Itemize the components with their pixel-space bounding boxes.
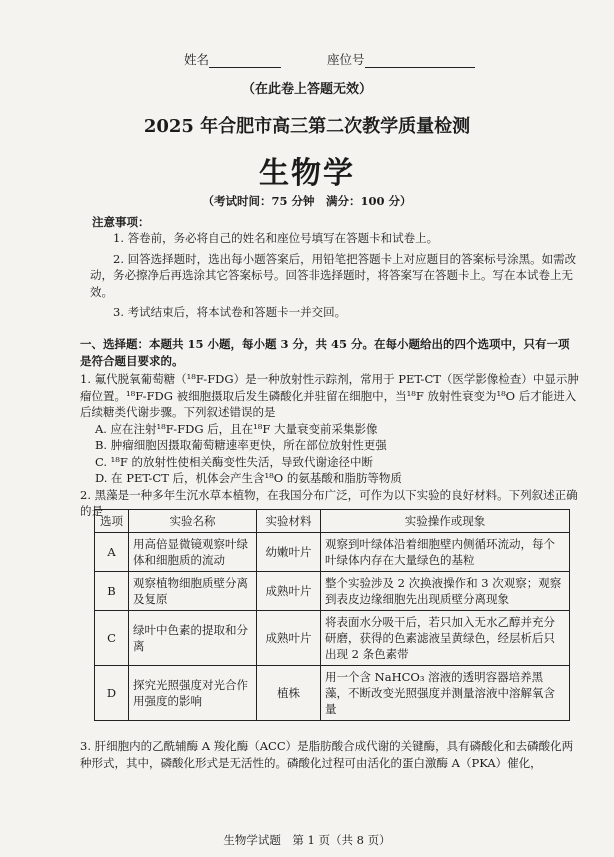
table-header-cell: 选项 (95, 510, 129, 533)
invalid-answer-notice: （在此卷上答题无效） (241, 82, 372, 97)
table-row (95, 533, 570, 572)
seat-label: 座位号 (326, 52, 365, 67)
table-cell-option: D (95, 666, 129, 721)
question-1-option-b: B. 肿瘤细胞因摄取葡萄糖速率更快，所在部位放射性更强 (94, 438, 387, 452)
question-2-stem: 2. 黑藻是一种多年生沉水草本植物，在我国分布广泛，可作为以下实验的良好材料。下列叙述正确的是 (80, 487, 578, 518)
name-blank (209, 52, 281, 68)
table-cell-experiment: 绿叶中色素的提取和分离 (129, 611, 257, 666)
table-cell-observation: 用一个含 NaHCO₃ 溶液的透明容器培养黑藻，不断改变光照强度并测量溶液中溶解氧含量 (321, 666, 570, 721)
table-cell-observation: 将表面水分吸干后，若只加入无水乙醇并充分研磨，获得的色素滤液呈黄绿色，经层析后只出现 2 条色素带 (321, 611, 570, 666)
table-header-cell: 实验名称 (129, 510, 257, 533)
question-3-stem: 3. 肝细胞内的乙酰辅酶 A 羧化酶（ACC）是脂肪酸合成代谢的关键酶，具有磷酸化和去磷酸化两种形式，其中，磷酸化形式是无活性的。磷酸化过程可由活化的蛋白激酶 A（PKA）催化， (80, 739, 574, 770)
table-cell-option: B (95, 572, 129, 611)
section-choice (80, 336, 580, 520)
section-heading: 一、选择题：本题共 15 小题，每小题 3 分，共 45 分。在每小题给出的四个选项中，只有一项是符合题目要求的。 (80, 337, 570, 368)
question-1-stem: 1. 氟代脱氧葡萄糖（¹⁸F-FDG）是一种放射性示踪剂，常用于 PET-CT（医学影像检查）中显示肿瘤位置。¹⁸F-FDG 被细胞摄取后发生磷酸化并驻留在细胞中，当¹⁸F 放射性衰变为¹⁸O 后才能进入后续糖类代谢步骤。下列叙述错误的是 (80, 372, 579, 419)
seat-blank (365, 52, 475, 68)
subject-title: 生物学 (259, 156, 355, 191)
table-cell-experiment: 探究光照强度对光合作用强度的影响 (129, 666, 257, 721)
table-row (95, 572, 570, 611)
table-cell-observation: 整个实验涉及 2 次换液操作和 3 次观察；观察到表皮边缘细胞先出现质壁分离现象 (321, 572, 570, 611)
question-3 (80, 738, 580, 771)
table-row (95, 666, 570, 721)
table-cell-experiment: 用高倍显微镜观察叶绿体和细胞质的流动 (129, 533, 257, 572)
name-label: 姓名 (184, 52, 210, 67)
table-header-row (95, 510, 570, 533)
table-cell-option: C (95, 611, 129, 666)
notes-heading: 注意事项： (92, 215, 150, 229)
exam-duration-score: （考试时间：75 分钟 满分：100 分） (202, 194, 412, 208)
notes-list (90, 230, 580, 325)
candidate-info-row (184, 50, 475, 68)
question-1-option-d: D. 在 PET-CT 后，机体会产生含¹⁸O 的氨基酸和脂肪等物质 (94, 471, 402, 485)
table-cell-option: A (95, 533, 129, 572)
table-header-cell: 实验材料 (257, 510, 321, 533)
table-cell-material: 成熟叶片 (257, 611, 321, 666)
question-1-option-a: A. 应在注射¹⁸F-FDG 后，且在¹⁸F 大量衰变前采集影像 (94, 421, 378, 436)
note-item: 1. 答卷前，务必将自己的姓名和座位号填写在答题卡和试卷上。 (113, 231, 439, 245)
question-1-option-c: C. ¹⁸F 的放射性使相关酶变性失活，导致代谢途径中断 (94, 454, 373, 469)
note-item: 3. 考试结束后，将本试卷和答题卡一并交回。 (113, 305, 347, 319)
table-cell-material: 幼嫩叶片 (257, 533, 321, 572)
page-footer: 生物学试题 第 1 页（共 8 页） (223, 833, 391, 847)
table-header-cell: 实验操作或现象 (321, 510, 570, 533)
note-item: 2. 回答选择题时，选出每小题答案后，用铅笔把答题卡上对应题目的答案标号涂黑。如需改动，务必擦净后再选涂其它答案标号。回答非选择题时，将答案写在答题卡上。写在本试卷上无效。 (90, 251, 577, 299)
experiment-table (94, 509, 570, 721)
exam-title: 2025 年合肥市高三第二次教学质量检测 (143, 116, 471, 137)
table-cell-observation: 观察到叶绿体沿着细胞壁内侧循环流动，每个叶绿体内存在大量绿色的基粒 (321, 533, 570, 572)
table-cell-experiment: 观察植物细胞质壁分离及复原 (129, 572, 257, 611)
table-cell-material: 植株 (257, 666, 321, 721)
table-row (95, 611, 570, 666)
table-cell-material: 成熟叶片 (257, 572, 321, 611)
